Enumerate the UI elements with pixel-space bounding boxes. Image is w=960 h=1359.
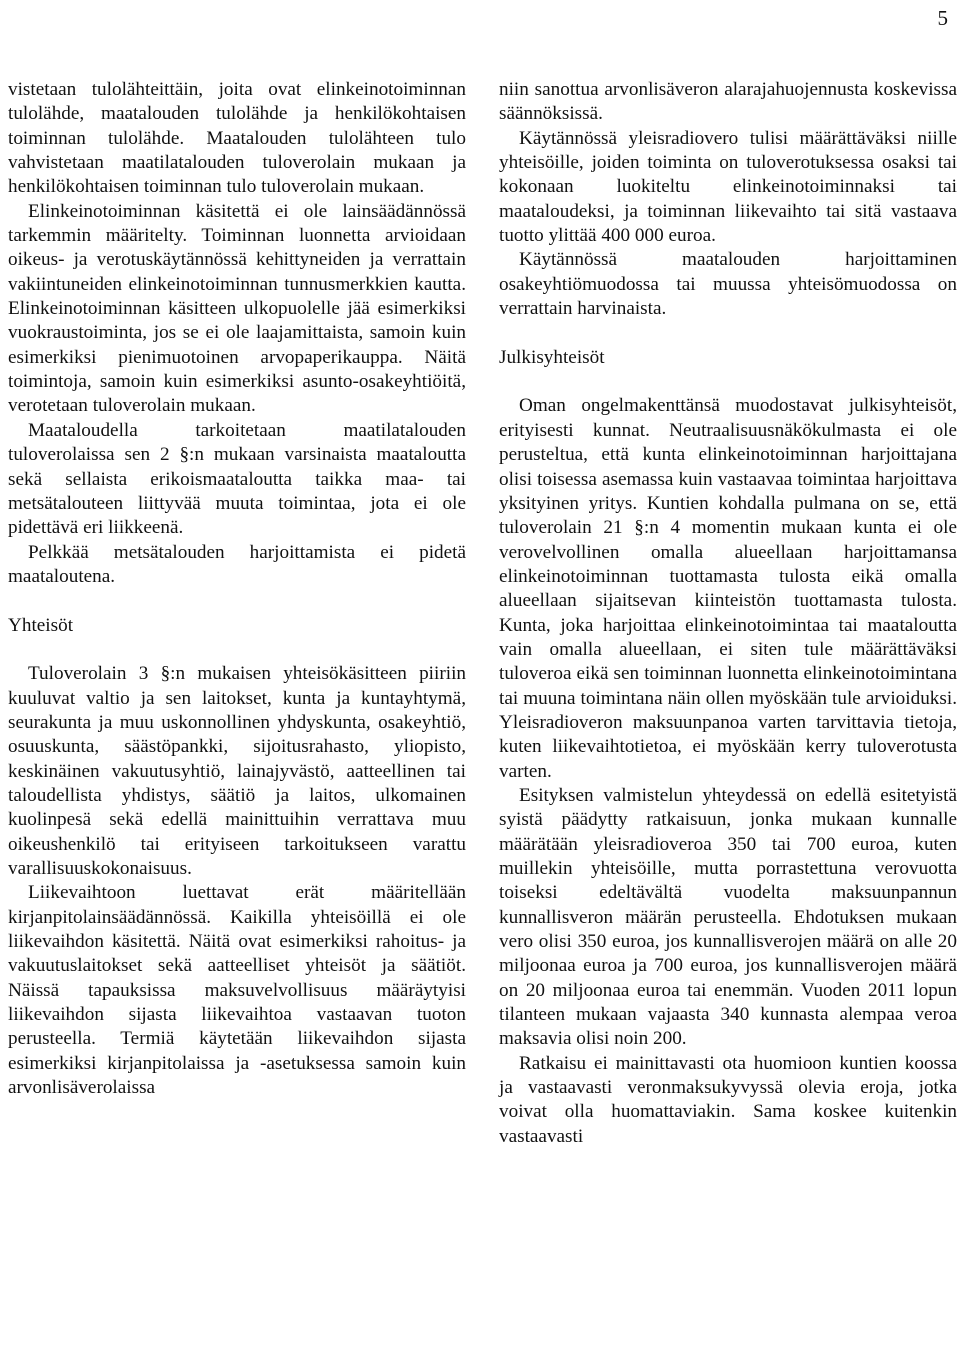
left-paragraph-4: Pelkkää metsätalouden harjoittamista ei pidetä maataloutena. [8, 541, 466, 587]
left-paragraph-6: Liikevaihtoon luettavat erät määritellään kirjanpitolainsäädännössä. Kaikilla yhteisöillä ei ole liikevaihdon käsitettä. Näitä ovat esimerkiksi rahoitus- ja vakuutuslaitokset sekä aatteelliset yhteisöt ja säätiöt. Näissä tapauksissa maksuvelvollisuus määräytyisi liikevaihdon sijasta liikevaihtoa vastaavan tuoton perusteella. Termiä käytetään liikevaihdon sijasta esimerkiksi kirjanpitolaissa ja -asetuksessa samoin kuin arvonlisäverolaissa [8, 882, 466, 1099]
left-column [8, 78, 466, 1100]
left-paragraph-2: Elinkeinotoiminnan käsitettä ei ole lainsäädännössä tarkemmin määritelty. Toiminnan luonnetta arvioidaan oikeus- ja verotuskäytännössä kehittyneiden ja verrattain vakiintuneiden elinkeinotoiminnan tunnusmerkkien kautta. Elinkeinotoiminnan käsitteen ulkopuolelle jää esimerkiksi vuokraustoiminta, jos se ei ole laajamittaista, samoin kuin esimerkiksi pienimuotoinen arvopaperikauppa. Näitä toimintoja, samoin kuin esimerkiksi asunto-osakeyhtiöitä, verotetaan tuloverolain mukaan. [8, 200, 466, 417]
section-heading-julkisyhteisot: Julkisyhteisöt [499, 346, 605, 368]
right-paragraph-3: Käytännössä maatalouden harjoittaminen osakeyhtiömuodossa tai muussa yhteisömuodossa on verrattain harvinaista. [499, 249, 957, 320]
left-paragraph-3: Maataloudella tarkoitetaan maatilatalouden tuloverolaissa sen 2 §:n mukaan varsinaista maataloutta sekä sellaista erikoismaataloutta taikka maa- tai metsätalouteen liittyvää muuta toimintaa, jota ei ole pidettävä eri liikkeenä. [8, 419, 466, 539]
page-number: 5 [937, 6, 948, 30]
right-paragraph-4: Oman ongelmakenttänsä muodostavat julkisyhteisöt, erityisesti kunnat. Neutraalisuusnäkökulmasta ei ole perusteltua, että kunta elinkeinotoiminnan harjoittajana olisi toisessa asemassa kuin vastaavaa toimintaa harjoittava yksityinen yritys. Kuntien kohdalla pulmana on se, että tuloverolain 21 §:n 4 momentin mukaan kunta ei ole verovelvollinen omalla alueellaan harjoittamansa elinkeinotoiminnan tuottamasta tulosta eikä omalla alueellaan sijaitsevan kiinteistön tuottamasta tulosta. Kunta, joka harjoittaa elinkeinotoimintaa tai maataloutta vain omalla alueellaan, ei siten tule määrättäväksi tuloveroa eikä sen toiminnan luonnetta elinkeinotoimintana tai muuna toimintana näin ollen myöskään tule arvioiduksi. Yleisradioveron maksuunpanoa varten tarvittavia tietoja, kuten liikevaihtotietoa, ei myöskään kerry tuloverotusta varten. [499, 395, 957, 782]
right-paragraph-2: Käytännössä yleisradiovero tulisi määrättäväksi niille yhteisöille, joiden toiminta on tuloverotuksessa osaksi tai kokonaan luokiteltu elinkeinotoiminnaksi tai maataloudeksi, ja toiminnan liikevaihto tai sitä vastaava tuotto ylittää 400 000 euroa. [499, 127, 957, 247]
section-heading-yhteisot: Yhteisöt [8, 614, 74, 636]
left-paragraph-1: vistetaan tulolähteittäin, joita ovat elinkeinotoiminnan tulolähde, maatalouden tulolähde ja henkilökohtaisen toiminnan tulolähde. Maatalouden tulolähteen tulo vahvistetaan maatilatalouden tuloverolain mukaan ja henkilökohtaisen toiminnan tulo tuloverolain mukaan. [8, 79, 466, 198]
right-paragraph-5: Esityksen valmistelun yhteydessä on edellä esitetyistä syistä päädytty ratkaisuun, jonka mukaan kunnalle määrätään yleisradioveroa 350 tai 700 euroa, kuten muillekin yhteisöille, mutta porrastettuna verovuotta toiseksi edeltävältä vuodelta maksuunpannun kunnallisveron määrän perusteella. Ehdotuksen mukaan vero olisi 350 euroa, jos kunnallisverojen määrä on alle 20 miljoonaa euroa ja 700 euroa, jos kunnallisverojen määrä on 20 miljoonaa euroa tai enemmän. Vuoden 2011 lopun tilanteen mukaan vajaasta 340 kunnasta alempaa veroa maksavia olisi noin 200. [499, 784, 957, 1050]
right-paragraph-6: Ratkaisu ei mainittavasti ota huomioon kuntien koossa ja vastaavasti veronmaksukyvyssä olevia eroja, jotka voivat olla huomattaviakin. Sama koskee kuitenkin vastaavasti [499, 1052, 957, 1147]
right-paragraph-1: niin sanottua arvonlisäveron alarajahuojennusta koskevissa säännöksissä. [499, 79, 957, 125]
right-column [499, 78, 957, 1149]
left-paragraph-5: Tuloverolain 3 §:n mukaisen yhteisökäsitteen piiriin kuuluvat valtio ja sen laitokset, kunta ja kuntayhtymä, seurakunta ja muu uskonnollinen yhdyskunta, osakeyhtiö, osuuskunta, säästöpankki, sijoitusrahasto, yliopisto, keskinäinen vakuutusyhtiö, lainajyvästö, aatteellinen tai taloudellista yhdistys, säätiö ja laitos, ulkomainen kuolinpesä sekä edellä mainittuihin verrattava muu oikeushenkilö tai erityiseen tarkoitukseen varattu varallisuuskokonaisuus. [8, 663, 466, 879]
